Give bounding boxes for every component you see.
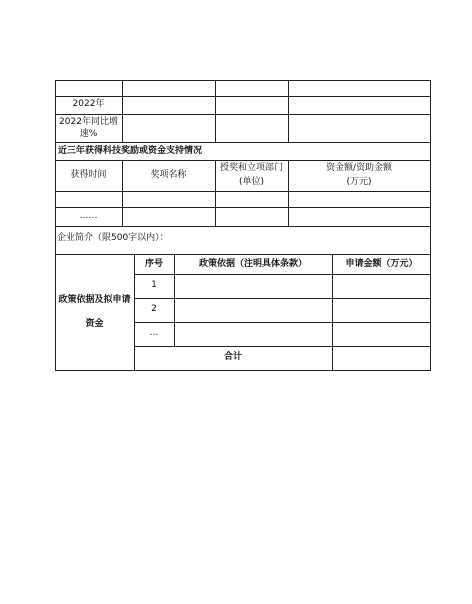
row-divider [55,191,431,192]
table-border-top [55,80,431,81]
col-divider [215,80,216,142]
row-divider [55,226,431,227]
col-header-award-time: 获得时间 [70,170,107,180]
awards-section-title: 近三年获得科技奖励或资金支持情况 [58,146,203,156]
growth-rate-label-line1: 2022年同比增 [59,117,118,127]
col-header-award-dept-line1: 授奖和立项部门 [219,163,283,173]
policy-row-no: … [149,328,159,338]
company-intro-label: 企业简介（限500字以内）： [57,233,169,243]
col-divider [332,254,333,371]
row-divider [55,207,431,208]
row-divider [55,142,431,143]
row-divider [134,274,431,275]
table-border-bottom [55,370,431,371]
growth-rate-label-line2: 速% [79,129,98,139]
row-divider [55,96,431,97]
col-divider [122,80,123,142]
row-divider [134,298,431,299]
total-label: 合计 [223,352,242,362]
application-form-table [55,80,431,371]
awards-ellipsis: …… [79,211,98,221]
col-header-policy-basis: 政策依据（注明具体条款） [198,259,307,269]
policy-row-no: 2 [151,304,157,314]
col-header-award-dept-line2: (单位) [238,177,265,187]
col-header-award-amount-line2: (万元) [346,177,372,187]
policy-row-no: 1 [151,280,157,290]
row-divider [134,322,431,323]
row-divider [55,160,431,161]
row-divider [55,114,431,115]
col-header-serial-no: 序号 [144,259,163,269]
col-header-award-amount-line1: 资金额/资助金额 [325,163,393,173]
col-header-award-name: 奖项名称 [150,170,187,180]
year-2022-label: 2022年 [72,99,105,109]
row-divider [55,254,431,255]
col-divider [288,80,289,142]
policy-row-label-line2: 资金 [85,319,104,329]
row-divider [134,346,431,347]
policy-row-label-line1: 政策依据及拟申请 [58,295,131,305]
col-header-apply-amount: 申请金额（万元） [345,259,418,269]
table-border-right [430,80,431,371]
